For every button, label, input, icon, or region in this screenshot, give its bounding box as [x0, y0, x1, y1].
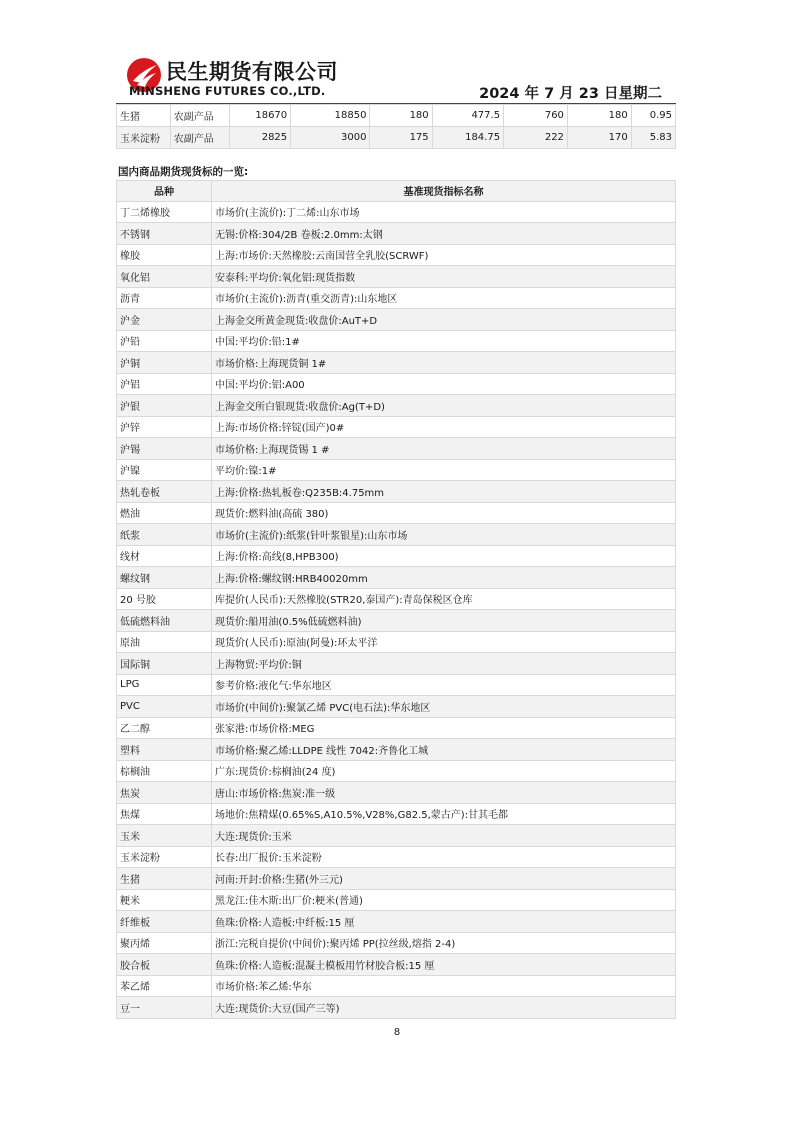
variety-cell: 丁二烯橡胶: [117, 201, 212, 223]
variety-cell: 热轧卷板: [117, 481, 212, 503]
table-cell: 18670: [230, 105, 291, 127]
variety-cell: 苯乙烯: [117, 975, 212, 997]
benchmark-cell: 鱼珠:价格:人造板:混凝土模板用竹材胶合板:15 厘: [212, 954, 676, 976]
table-row: [117, 395, 676, 417]
variety-cell: 沪锡: [117, 438, 212, 460]
table-cell: 180: [567, 105, 631, 127]
table-header-row: [117, 181, 676, 202]
variety-cell: 生猪: [117, 868, 212, 890]
benchmark-cell: 市场价(主流价):沥青(重交沥青):山东地区: [212, 287, 676, 309]
variety-cell: 沪银: [117, 395, 212, 417]
variety-cell: 纸浆: [117, 524, 212, 546]
variety-cell: 焦煤: [117, 803, 212, 825]
table-row: [117, 244, 676, 266]
variety-cell: 焦炭: [117, 782, 212, 804]
variety-cell: 乙二醇: [117, 717, 212, 739]
variety-cell: 沪镍: [117, 459, 212, 481]
table-row: [117, 287, 676, 309]
table-row: [117, 373, 676, 395]
variety-cell: 橡胶: [117, 244, 212, 266]
table-row: [117, 610, 676, 632]
benchmark-cell: 市场价格:上海现货锡 1 #: [212, 438, 676, 460]
variety-cell: 豆一: [117, 997, 212, 1019]
benchmark-cell: 浙江:完税自提价(中间价):聚丙烯 PP(拉丝级,熔指 2-4): [212, 932, 676, 954]
table-row: [117, 803, 676, 825]
table-row: [117, 223, 676, 245]
table-cell: 农副产品: [170, 105, 230, 127]
table-row: [117, 330, 676, 352]
report-date: 2024 年 7 月 23 日星期二: [479, 86, 662, 102]
spot-benchmark-table: [116, 180, 676, 1019]
table-cell: 农副产品: [170, 127, 230, 149]
table-cell: 175: [370, 127, 432, 149]
table-row: [117, 631, 676, 653]
table-row: [117, 868, 676, 890]
benchmark-cell: 市场价(主流价):纸浆(针叶浆银星):山东市场: [212, 524, 676, 546]
benchmark-cell: 上海:价格:高线(8,HPB300): [212, 545, 676, 567]
column-header-variety: 品种: [117, 181, 212, 202]
variety-cell: PVC: [117, 696, 212, 718]
benchmark-cell: 安泰科:平均价:氧化铝:现货指数: [212, 266, 676, 288]
table-cell: 170: [567, 127, 631, 149]
table-cell: 生猪: [117, 105, 171, 127]
table-row: [117, 825, 676, 847]
benchmark-cell: 河南:开封:价格:生猪(外三元): [212, 868, 676, 890]
variety-cell: 沪铅: [117, 330, 212, 352]
table-row: [117, 416, 676, 438]
variety-cell: 纤维板: [117, 911, 212, 933]
company-name-cn: 民生期货有限公司: [166, 60, 338, 84]
variety-cell: 低硫燃料油: [117, 610, 212, 632]
table-row: [117, 674, 676, 696]
benchmark-cell: 上海物贸:平均价:铜: [212, 653, 676, 675]
table-row: [117, 127, 676, 149]
benchmark-cell: 上海:市场价:天然橡胶:云南国营全乳胶(SCRWF): [212, 244, 676, 266]
benchmark-cell: 市场价格:上海现货铜 1#: [212, 352, 676, 374]
table-row: [117, 760, 676, 782]
table-cell: 3000: [291, 127, 370, 149]
variety-cell: 国际铜: [117, 653, 212, 675]
variety-cell: 胶合板: [117, 954, 212, 976]
table-cell: 477.5: [432, 105, 503, 127]
table-row: [117, 997, 676, 1019]
table-row: [117, 782, 676, 804]
table-row: [117, 352, 676, 374]
benchmark-cell: 上海:价格:热轧板卷:Q235B:4.75mm: [212, 481, 676, 503]
table-row: [117, 911, 676, 933]
table-row: [117, 975, 676, 997]
benchmark-cell: 市场价(中间价):聚氯乙烯 PVC(电石法):华东地区: [212, 696, 676, 718]
variety-cell: 氧化铝: [117, 266, 212, 288]
variety-cell: 沥青: [117, 287, 212, 309]
benchmark-cell: 现货价(人民币):原油(阿曼):环太平洋: [212, 631, 676, 653]
variety-cell: 燃油: [117, 502, 212, 524]
table-cell: 760: [504, 105, 568, 127]
price-table-continued: [116, 104, 676, 149]
variety-cell: 沪金: [117, 309, 212, 331]
table-cell: 184.75: [432, 127, 503, 149]
table-row: [117, 459, 676, 481]
table-row: [117, 932, 676, 954]
variety-cell: 聚丙烯: [117, 932, 212, 954]
benchmark-cell: 唐山:市场价格:焦炭:准一级: [212, 782, 676, 804]
table-row: [117, 739, 676, 761]
variety-cell: 不锈钢: [117, 223, 212, 245]
table-cell: 18850: [291, 105, 370, 127]
benchmark-cell: 市场价格:聚乙烯:LLDPE 线性 7042:齐鲁化工城: [212, 739, 676, 761]
variety-cell: 塑料: [117, 739, 212, 761]
benchmark-cell: 参考价格:液化气:华东地区: [212, 674, 676, 696]
table-row: [117, 846, 676, 868]
benchmark-cell: 场地价:焦精煤(0.65%S,A10.5%,V28%,G82.5,蒙古产):甘其毛都: [212, 803, 676, 825]
benchmark-cell: 库提价(人民币):天然橡胶(STR20,泰国产):青岛保税区仓库: [212, 588, 676, 610]
benchmark-cell: 上海金交所黄金现货:收盘价:AuT+D: [212, 309, 676, 331]
table-row: [117, 954, 676, 976]
table-row: [117, 105, 676, 127]
variety-cell: 玉米: [117, 825, 212, 847]
table-row: [117, 309, 676, 331]
variety-cell: 棕榈油: [117, 760, 212, 782]
table-row: [117, 266, 676, 288]
benchmark-cell: 鱼珠:价格:人造板:中纤板:15 厘: [212, 911, 676, 933]
benchmark-cell: 上海金交所白银现货:收盘价:Ag(T+D): [212, 395, 676, 417]
page-number: 8: [393, 1027, 401, 1038]
benchmark-cell: 黑龙江:佳木斯:出厂价:粳米(普通): [212, 889, 676, 911]
table-row: [117, 653, 676, 675]
variety-cell: 原油: [117, 631, 212, 653]
table-cell: 5.83: [631, 127, 675, 149]
table-row: [117, 502, 676, 524]
variety-cell: 螺纹钢: [117, 567, 212, 589]
table-row: [117, 545, 676, 567]
table-row: [117, 696, 676, 718]
variety-cell: 粳米: [117, 889, 212, 911]
page-header: [116, 52, 676, 104]
variety-cell: 线材: [117, 545, 212, 567]
column-header-benchmark: 基准现货指标名称: [212, 181, 676, 202]
benchmark-cell: 上海:价格:螺纹钢:HRB40020mm: [212, 567, 676, 589]
benchmark-cell: 中国:平均价:铅:1#: [212, 330, 676, 352]
variety-cell: LPG: [117, 674, 212, 696]
table-cell: 2825: [230, 127, 291, 149]
company-name-en: MINSHENG FUTURES CO.,LTD.: [129, 84, 326, 98]
variety-cell: 沪铜: [117, 352, 212, 374]
variety-cell: 20 号胶: [117, 588, 212, 610]
table-cell: 玉米淀粉: [117, 127, 171, 149]
variety-cell: 沪锌: [117, 416, 212, 438]
variety-cell: 沪铝: [117, 373, 212, 395]
table-row: [117, 717, 676, 739]
benchmark-cell: 张家港:市场价格:MEG: [212, 717, 676, 739]
benchmark-cell: 大连:现货价:大豆(国产三等): [212, 997, 676, 1019]
table-cell: 0.95: [631, 105, 675, 127]
table-row: [117, 524, 676, 546]
benchmark-cell: 市场价(主流价):丁二烯:山东市场: [212, 201, 676, 223]
benchmark-cell: 现货价:船用油(0.5%低硫燃料油): [212, 610, 676, 632]
variety-cell: 玉米淀粉: [117, 846, 212, 868]
benchmark-cell: 长春:出厂报价:玉米淀粉: [212, 846, 676, 868]
benchmark-cell: 平均价:镍:1#: [212, 459, 676, 481]
benchmark-cell: 中国:平均价:铝:A00: [212, 373, 676, 395]
table-row: [117, 481, 676, 503]
table-row: [117, 567, 676, 589]
benchmark-cell: 无锡:价格:304/2B 卷板:2.0mm:太钢: [212, 223, 676, 245]
benchmark-cell: 广东:现货价:棕榈油(24 度): [212, 760, 676, 782]
table-row: [117, 588, 676, 610]
table-cell: 222: [504, 127, 568, 149]
benchmark-cell: 市场价格:苯乙烯:华东: [212, 975, 676, 997]
benchmark-cell: 大连:现货价:玉米: [212, 825, 676, 847]
table-row: [117, 201, 676, 223]
table-row: [117, 889, 676, 911]
benchmark-cell: 现货价:燃料油(高硫 380): [212, 502, 676, 524]
benchmark-cell: 上海:市场价格:锌锭(国产)0#: [212, 416, 676, 438]
section-title: 国内商品期货现货标的一览:: [118, 166, 249, 178]
table-cell: 180: [370, 105, 432, 127]
table-row: [117, 438, 676, 460]
